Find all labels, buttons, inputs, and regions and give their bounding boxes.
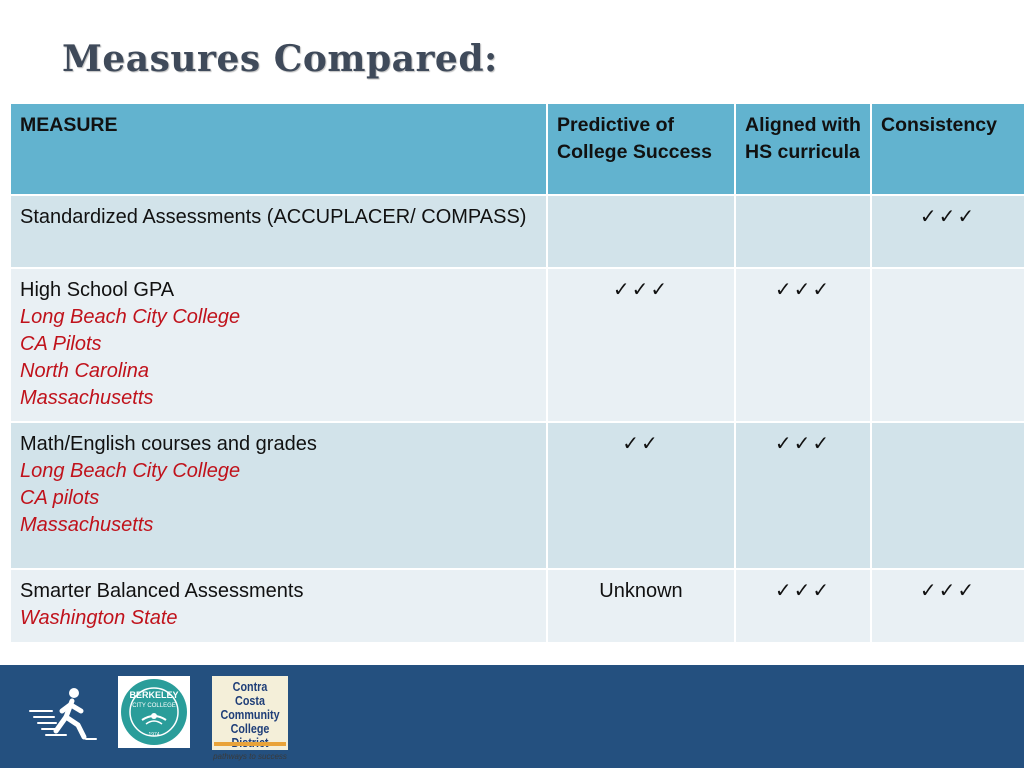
measure-cell xyxy=(10,195,547,268)
ccc-logo-tagline: pathways to success xyxy=(213,752,287,761)
example-item: Massachusetts xyxy=(20,514,154,536)
consistency-cell xyxy=(871,422,1024,569)
predictive-cell xyxy=(547,195,735,268)
aligned-value: ✓✓✓ xyxy=(774,580,832,602)
measure-label: High School GPA xyxy=(20,279,175,301)
header-consistency: Consistency xyxy=(871,103,1024,195)
example-item: Long Beach City College xyxy=(20,306,241,328)
consistency-value: ✓✓✓ xyxy=(919,580,977,602)
measure-cell xyxy=(10,268,547,422)
header-aligned: Aligned with HS curricula xyxy=(735,103,871,195)
table-row xyxy=(10,195,1024,268)
consistency-cell xyxy=(871,268,1024,422)
measure-label: Smarter Balanced Assessments xyxy=(20,580,304,602)
example-item: CA Pilots xyxy=(20,333,102,355)
measure-label: Standardized Assessments (ACCUPLACER/ COMPASS) xyxy=(20,206,527,228)
ccc-logo-line: College xyxy=(230,722,270,736)
example-item: CA pilots xyxy=(20,487,100,509)
measure-cell xyxy=(10,422,547,569)
ccc-logo-bar xyxy=(214,742,286,746)
berkeley-city-college-logo xyxy=(118,676,190,748)
measures-table xyxy=(9,102,1024,644)
header-measure: MEASURE xyxy=(10,103,547,195)
predictive-cell xyxy=(547,268,735,422)
aligned-cell xyxy=(735,268,871,422)
table-row xyxy=(10,569,1024,643)
aligned-value: ✓✓✓ xyxy=(774,433,832,455)
predictive-cell xyxy=(547,422,735,569)
ccc-logo-line: Contra Costa xyxy=(232,680,268,708)
aligned-cell xyxy=(735,195,871,268)
predictive-cell xyxy=(547,569,735,643)
aligned-value: ✓✓✓ xyxy=(774,279,832,301)
example-item: Long Beach City College xyxy=(20,460,241,482)
table-row xyxy=(10,268,1024,422)
runner-logo-icon xyxy=(26,685,102,745)
table-header-row xyxy=(10,103,1024,195)
consistency-value: ✓✓✓ xyxy=(919,206,977,228)
ccc-logo-line: Community xyxy=(220,708,280,722)
predictive-value: ✓✓ xyxy=(622,433,660,455)
contra-costa-college-district-logo xyxy=(212,676,288,761)
bcc-logo-sub-text: CITY COLLEGE xyxy=(132,703,176,709)
example-item: Massachusetts xyxy=(20,387,154,409)
predictive-value: Unknown xyxy=(599,580,683,602)
measure-cell xyxy=(10,569,547,643)
aligned-cell xyxy=(735,422,871,569)
header-predictive: Predictive of College Success xyxy=(547,103,735,195)
consistency-cell xyxy=(871,195,1024,268)
predictive-value: ✓✓✓ xyxy=(612,279,670,301)
slide-title: Measures Compared: xyxy=(62,38,498,80)
measure-label: Math/English courses and grades xyxy=(20,433,317,455)
example-item: Washington State xyxy=(20,607,178,629)
aligned-cell xyxy=(735,569,871,643)
consistency-cell xyxy=(871,569,1024,643)
bcc-logo-year-text: 1974 xyxy=(148,732,160,738)
example-item: North Carolina xyxy=(20,360,149,382)
table-row xyxy=(10,422,1024,569)
bcc-logo-top-text: BERKELEY xyxy=(129,690,179,700)
